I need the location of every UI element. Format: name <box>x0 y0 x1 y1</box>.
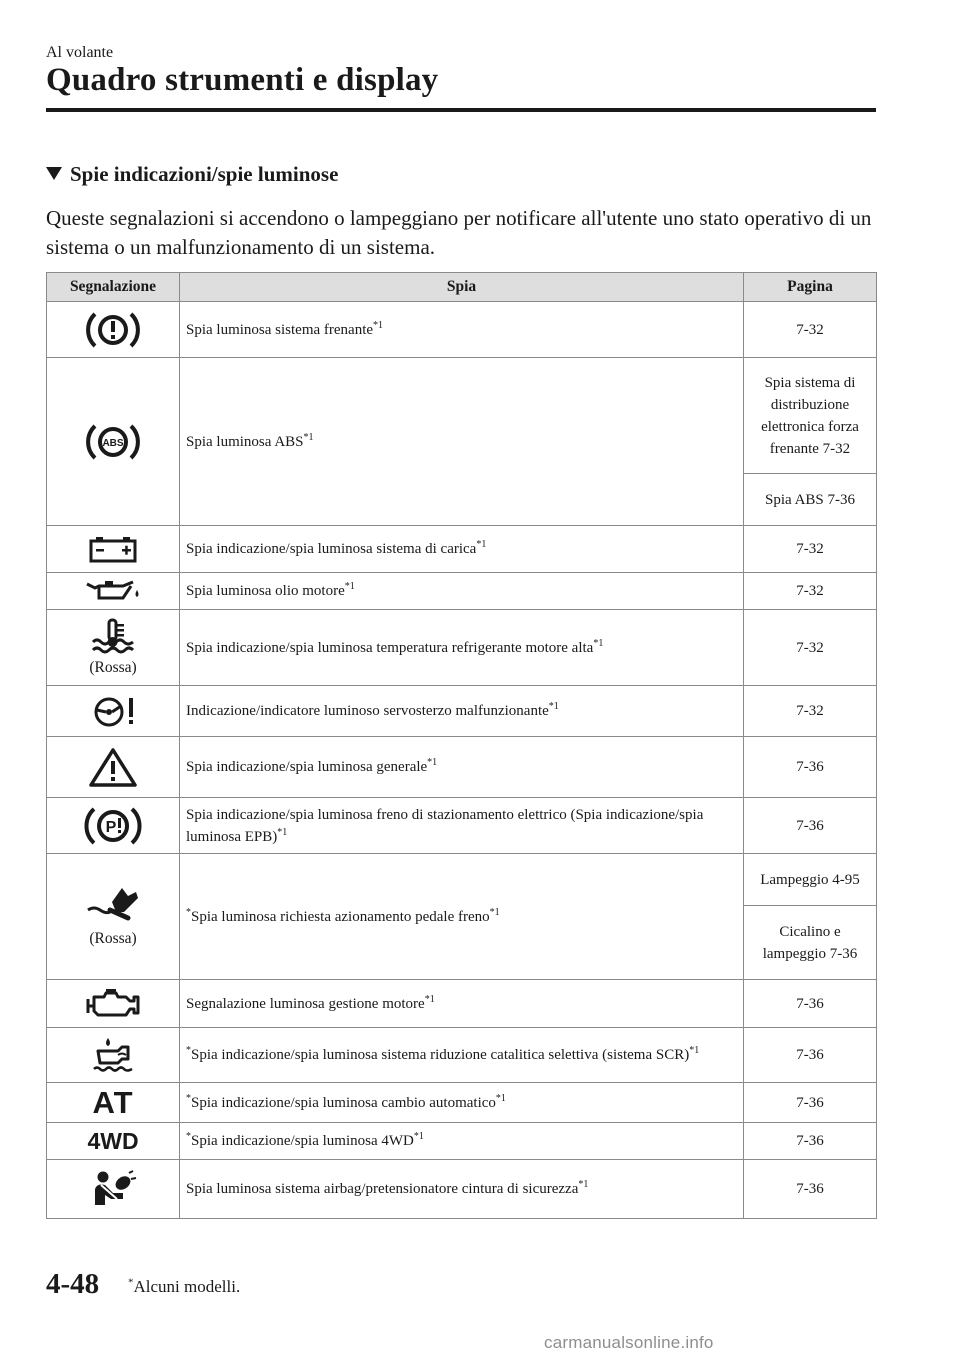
check-engine-icon <box>84 987 142 1021</box>
electric-parking-brake-icon <box>82 803 144 849</box>
description-cell: *Spia luminosa richiesta azionamento pedale freno$^{*1}$ <box>180 854 744 980</box>
table-row <box>47 302 877 358</box>
battery-icon <box>85 533 141 565</box>
warning-lights-table <box>46 272 877 1219</box>
table-row <box>47 854 877 906</box>
table-row <box>47 1083 877 1123</box>
page-cell: 7-32 <box>744 686 877 737</box>
footnote: *Alcuni modelli. <box>128 1276 241 1296</box>
description-cell: Spia luminosa ABS$^{*1}$ <box>180 358 744 526</box>
description-cell: Spia luminosa olio motore$^{*1}$ <box>180 573 744 610</box>
triangle-down-icon <box>46 167 62 180</box>
icon-cell <box>47 358 180 526</box>
description-cell: Spia indicazione/spia luminosa sistema di carica$^{*1}$ <box>180 526 744 573</box>
icon-cell <box>47 302 180 358</box>
table-row <box>47 737 877 798</box>
table-row <box>47 358 877 474</box>
table-row <box>47 1028 877 1083</box>
description-cell: *Spia indicazione/spia luminosa 4WD$^{*1}$ <box>180 1123 744 1160</box>
coolant-temperature-icon <box>88 617 138 655</box>
scr-system-icon <box>88 1035 138 1075</box>
table-row <box>47 980 877 1028</box>
page-cell: 7-32 <box>744 302 877 358</box>
icon-cell <box>47 1123 180 1160</box>
power-steering-icon <box>85 694 141 728</box>
table-header-row <box>47 273 877 302</box>
table-row <box>47 686 877 737</box>
table-row <box>47 1160 877 1219</box>
page-cell: 7-36 <box>744 737 877 798</box>
page-cell: 7-36 <box>744 1160 877 1219</box>
brake-pedal-icon <box>84 884 142 926</box>
description-cell: *Spia indicazione/spia luminosa sistema riduzione catalitica selettiva (sistema SCR)$^{*1}$ <box>180 1028 744 1083</box>
page-cell: Spia sistema di distribuzione elettronica forza frenante 7-32 <box>744 358 877 474</box>
icon-cell <box>47 798 180 854</box>
icon-cell <box>47 1160 180 1219</box>
table-row <box>47 573 877 610</box>
general-warning-icon <box>87 746 139 788</box>
section-title: Spie indicazioni/spie luminose <box>70 162 339 186</box>
icon-cell <box>47 854 180 980</box>
chapter-label: Al volante <box>46 44 114 61</box>
page-cell: 7-36 <box>744 1123 877 1160</box>
page-cell: 7-36 <box>744 798 877 854</box>
icon-cell <box>47 526 180 573</box>
icon-cell <box>47 737 180 798</box>
page-cell: Lampeggio 4-95 <box>744 854 877 906</box>
table-row <box>47 526 877 573</box>
svg-text:P: P <box>105 818 117 836</box>
icon-cell <box>47 610 180 686</box>
page-cell: 7-36 <box>744 1083 877 1123</box>
icon-cell <box>47 980 180 1028</box>
description-cell: Spia indicazione/spia luminosa generale$^{*1}$ <box>180 737 744 798</box>
description-cell: Spia indicazione/spia luminosa freno di stazionamento elettrico (Spia indicazione/spia luminosa EPB)$^{*1}$ <box>180 798 744 854</box>
page-cell: 7-32 <box>744 573 877 610</box>
table-row <box>47 610 877 686</box>
title-rule <box>46 108 876 112</box>
4wd-icon: 4WD <box>87 1128 139 1154</box>
color-note: (Rossa) <box>89 658 137 676</box>
description-cell: Spia luminosa sistema frenante$^{*1}$ <box>180 302 744 358</box>
description-cell: Indicazione/indicatore luminoso servosterzo malfunzionante$^{*1}$ <box>180 686 744 737</box>
icon-cell <box>47 1028 180 1083</box>
table-row <box>47 798 877 854</box>
page-title: Quadro strumenti e display <box>46 62 439 98</box>
page-number: 4-48 <box>46 1268 100 1300</box>
description-cell: Spia indicazione/spia luminosa temperatura refrigerante motore alta$^{*1}$ <box>180 610 744 686</box>
section-heading <box>46 162 338 187</box>
page-cell: 7-36 <box>744 980 877 1028</box>
column-header: Pagina <box>744 273 877 302</box>
description-cell: Segnalazione luminosa gestione motore$^{*1}$ <box>180 980 744 1028</box>
page-cell: 7-36 <box>744 1028 877 1083</box>
description-cell: Spia luminosa sistema airbag/pretensionatore cintura di sicurezza$^{*1}$ <box>180 1160 744 1219</box>
at-icon: AT <box>92 1084 134 1120</box>
icon-cell <box>47 573 180 610</box>
color-note: (Rossa) <box>89 929 137 947</box>
section-intro: Queste segnalazioni si accendono o lampeggiano per notificare all'utente uno stato operativo di un sistema o un malfunzionamento di un sistema. <box>46 206 872 259</box>
abs-warning-icon <box>83 420 143 464</box>
svg-text:ABS: ABS <box>102 437 124 449</box>
brake-warning-icon <box>83 308 143 352</box>
table-row <box>47 1123 877 1160</box>
page-cell: Spia ABS 7-36 <box>744 474 877 526</box>
page-cell: 7-32 <box>744 610 877 686</box>
description-cell: *Spia indicazione/spia luminosa cambio automatico$^{*1}$ <box>180 1083 744 1123</box>
column-header: Segnalazione <box>47 273 180 302</box>
icon-cell <box>47 686 180 737</box>
icon-cell <box>47 1083 180 1123</box>
page-cell: Cicalino e lampeggio 7-36 <box>744 906 877 980</box>
airbag-icon <box>87 1169 139 1209</box>
page-cell: 7-32 <box>744 526 877 573</box>
watermark: carmanualsonline.info <box>544 1333 714 1352</box>
column-header: Spia <box>180 273 744 302</box>
oil-can-icon <box>83 578 143 604</box>
